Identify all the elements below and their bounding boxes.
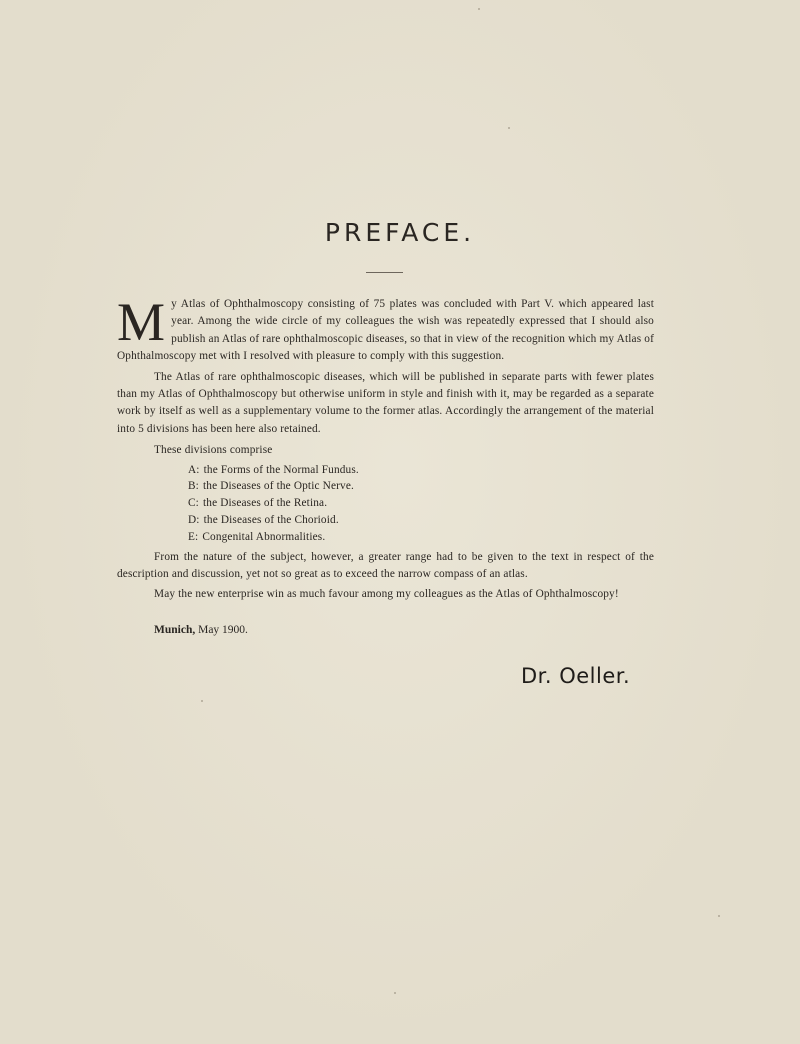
- paragraph-1: [117, 292, 654, 366]
- place: Munich,: [154, 624, 196, 636]
- date: May 1900.: [198, 624, 248, 636]
- paragraph-4: May the new enterprise win as much favour among my colleagues as the Atlas of Ophthalmoscopy!: [154, 588, 619, 601]
- paper-speck: [508, 127, 510, 129]
- list-item: [188, 462, 654, 479]
- list-item: [188, 495, 654, 512]
- division-letter: E:: [188, 530, 199, 543]
- page-title: PREFACE.: [324, 218, 476, 247]
- list-item: [188, 478, 654, 495]
- division-text: the Diseases of the Chorioid.: [203, 514, 339, 527]
- paper-speck: [478, 8, 480, 10]
- place-date: [154, 624, 248, 636]
- division-letter: A:: [188, 463, 200, 476]
- division-letter: B:: [188, 480, 199, 493]
- divisions-list: [117, 462, 654, 546]
- title-divider: [366, 272, 403, 273]
- paragraph-1-text: y Atlas of Ophthalmoscopy consisting of 75 plates was concluded with Part V. which appeared last year. Among the wide circle of my colleagues the wish was repeatedly expressed that I should also publish an Atlas of rare ophthalmoscopic diseases, so that in view of the recognition which my Atlas of Ophthalmoscopy met with I resolved with pleasure to comply with this suggestion.: [117, 298, 654, 363]
- paper-speck: [201, 700, 203, 702]
- preface-body: [117, 292, 654, 604]
- list-item: [188, 529, 654, 546]
- divisions-intro: These divisions comprise: [154, 444, 273, 457]
- drop-cap: M: [117, 292, 166, 352]
- paragraph-2: The Atlas of rare ophthalmoscopic diseases, which will be published in separate parts with fewer plates than my Atlas of Ophthalmoscopy but otherwise uniform in style and finish with it, may be regarded as a separate work by itself as well as a supplementary volume to the former atlas. Accordingly the arrangement of the material into 5 divisions has been here also retained.: [117, 370, 654, 435]
- division-text: the Diseases of the Optic Nerve.: [202, 480, 354, 493]
- list-item: [188, 512, 654, 529]
- division-text: the Forms of the Normal Fundus.: [203, 463, 359, 476]
- division-letter: D:: [188, 514, 200, 527]
- division-text: the Diseases of the Retina.: [202, 497, 328, 510]
- author-signature: Dr. Oeller.: [521, 664, 631, 688]
- paper-speck: [718, 915, 720, 917]
- paragraph-3: From the nature of the subject, however, a greater range had to be given to the text in respect of the description and discussion, yet not so great as to exceed the narrow compass of an atlas.: [117, 550, 654, 581]
- paper-speck: [394, 992, 396, 994]
- division-text: Congenital Abnormalities.: [202, 530, 326, 543]
- division-letter: C:: [188, 497, 199, 510]
